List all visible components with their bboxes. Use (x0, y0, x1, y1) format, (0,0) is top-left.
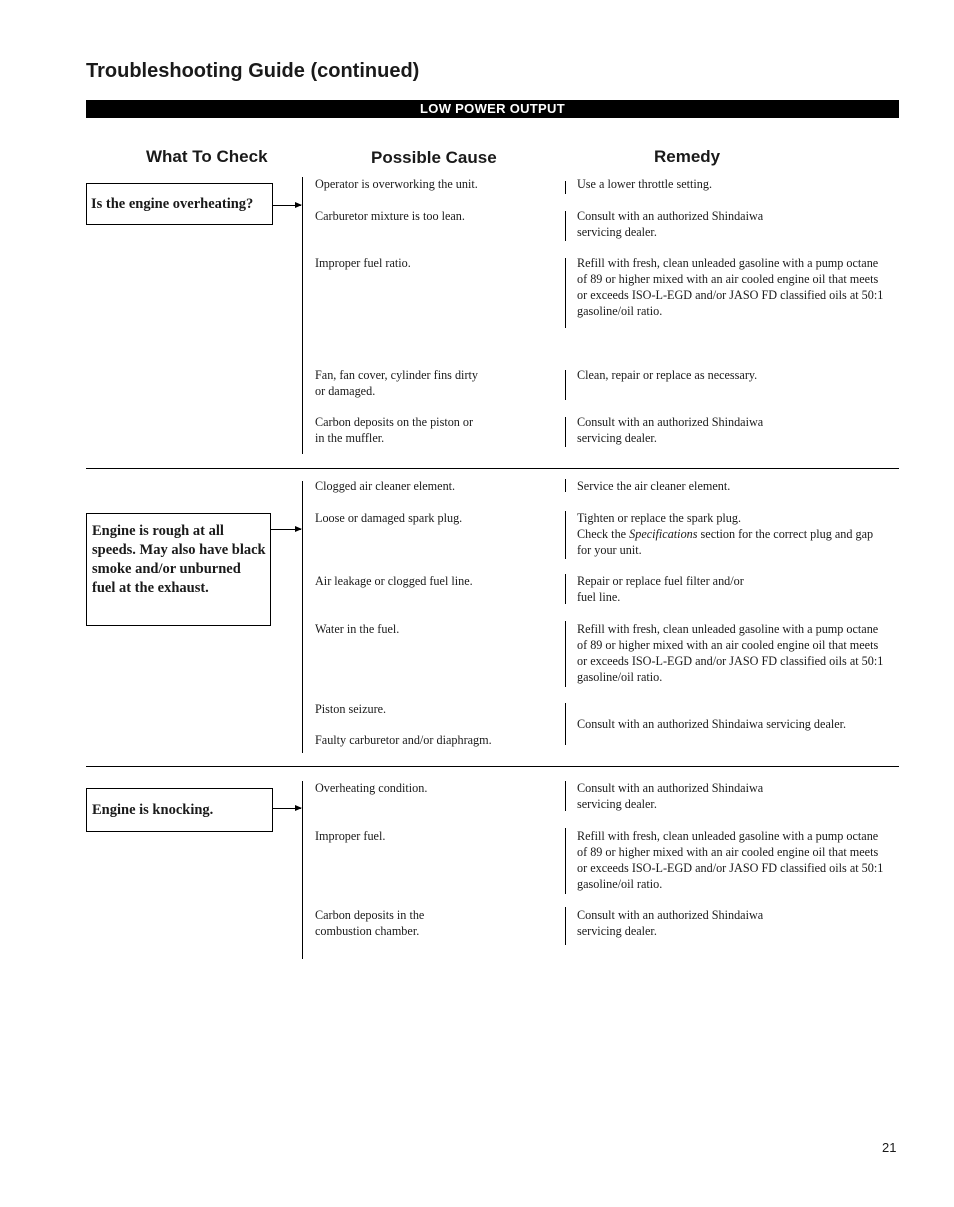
remedy-text (577, 510, 873, 558)
remedy-text: Consult with an authorized Shindaiwa servicing dealer. (577, 717, 847, 731)
remedy-text: Clean, repair or replace as necessary. (577, 368, 758, 382)
remedy-bar (565, 181, 566, 194)
remedy-bar (565, 574, 566, 604)
remedy-text: Consult with an authorized Shindaiwa servicing dealer. (577, 415, 764, 445)
remedy-text: Refill with fresh, clean unleaded gasoline with a pump octane of 89 or higher mixed with an air cooled engine oil that meets or exceeds ISO-L-EGD and/or JASO FD classified oils at 50:1 gasoline/oil ratio. (577, 622, 884, 684)
column-heading-cause: Possible Cause (371, 148, 497, 167)
check-box-rough-engine: Engine is rough at all speeds. May also have black smoke and/or unburned fuel at the exhaust. (86, 513, 271, 626)
title-suffix: (continued) (310, 60, 420, 82)
column-heading-remedy: Remedy (654, 147, 721, 166)
cause-text: Improper fuel ratio. (315, 256, 411, 270)
arrow-icon (273, 808, 301, 809)
title-main: Troubleshooting Guide (86, 60, 305, 82)
remedy-line: Tighten or replace the spark plug. (577, 511, 742, 525)
section-banner: LOW POWER OUTPUT (86, 100, 899, 118)
section-divider (86, 468, 899, 469)
cause-text: Clogged air cleaner element. (315, 479, 456, 493)
remedy-bar (565, 479, 566, 492)
cause-text: Piston seizure. (315, 702, 387, 716)
remedy-text: Repair or replace fuel filter and/or fuel line. (577, 574, 744, 604)
remedy-bar (565, 258, 566, 328)
page-number: 21 (882, 1140, 897, 1155)
check-box-knocking: Engine is knocking. (86, 788, 273, 832)
remedy-text: Refill with fresh, clean unleaded gasoline with a pump octane of 89 or higher mixed with an air cooled engine oil that meets or exceeds ISO-L-EGD and/or JASO FD classified oils at 50:1 gasoline/oil ratio. (577, 256, 884, 318)
arrow-icon (273, 205, 301, 206)
page-title (86, 60, 419, 83)
check-box-overheating: Is the engine overheating? (86, 183, 273, 225)
remedy-bar (565, 370, 566, 400)
remedy-text: Use a lower throttle setting. (577, 177, 713, 191)
remedy-text: Consult with an authorized Shindaiwa servicing dealer. (577, 908, 764, 938)
remedy-bar (565, 211, 566, 241)
cause-text: Air leakage or clogged fuel line. (315, 574, 473, 588)
cause-bracket-line (302, 177, 303, 454)
arrow-icon (271, 529, 301, 530)
column-heading-check: What To Check (146, 147, 268, 166)
remedy-line (577, 526, 873, 542)
cause-text: Fan, fan cover, cylinder fins dirty or damaged. (315, 368, 478, 398)
cause-text: Overheating condition. (315, 781, 428, 795)
remedy-bar (565, 417, 566, 447)
cause-text: Water in the fuel. (315, 622, 400, 636)
remedy-text: Refill with fresh, clean unleaded gasoline with a pump octane of 89 or higher mixed with an air cooled engine oil that meets or exceeds ISO-L-EGD and/or JASO FD classified oils at 50:1 gasoline/oil ratio. (577, 829, 884, 891)
remedy-line-end: section for the correct plug and gap (697, 527, 874, 541)
cause-bracket-line (302, 481, 303, 753)
cause-text: Carburetor mixture is too lean. (315, 209, 465, 223)
cause-bracket-line (302, 781, 303, 959)
cause-text: Loose or damaged spark plug. (315, 511, 463, 525)
remedy-bar (565, 907, 566, 945)
cause-text: Carbon deposits on the piston or in the muffler. (315, 415, 474, 445)
section-divider (86, 766, 899, 767)
cause-text: Carbon deposits in the combustion chamber. (315, 908, 425, 938)
remedy-bar (565, 703, 566, 745)
specifications-reference: Specifications (629, 527, 698, 541)
remedy-line: for your unit. (577, 543, 642, 557)
cause-text: Improper fuel. (315, 829, 386, 843)
remedy-bar (565, 511, 566, 559)
cause-text: Faulty carburetor and/or diaphragm. (315, 733, 492, 747)
remedy-text: Service the air cleaner element. (577, 479, 731, 493)
remedy-text: Consult with an authorized Shindaiwa servicing dealer. (577, 781, 764, 811)
cause-text: Operator is overworking the unit. (315, 177, 478, 191)
remedy-bar (565, 621, 566, 687)
remedy-text: Consult with an authorized Shindaiwa servicing dealer. (577, 209, 764, 239)
remedy-line-start: Check the (577, 527, 630, 541)
remedy-bar (565, 781, 566, 811)
remedy-bar (565, 828, 566, 894)
